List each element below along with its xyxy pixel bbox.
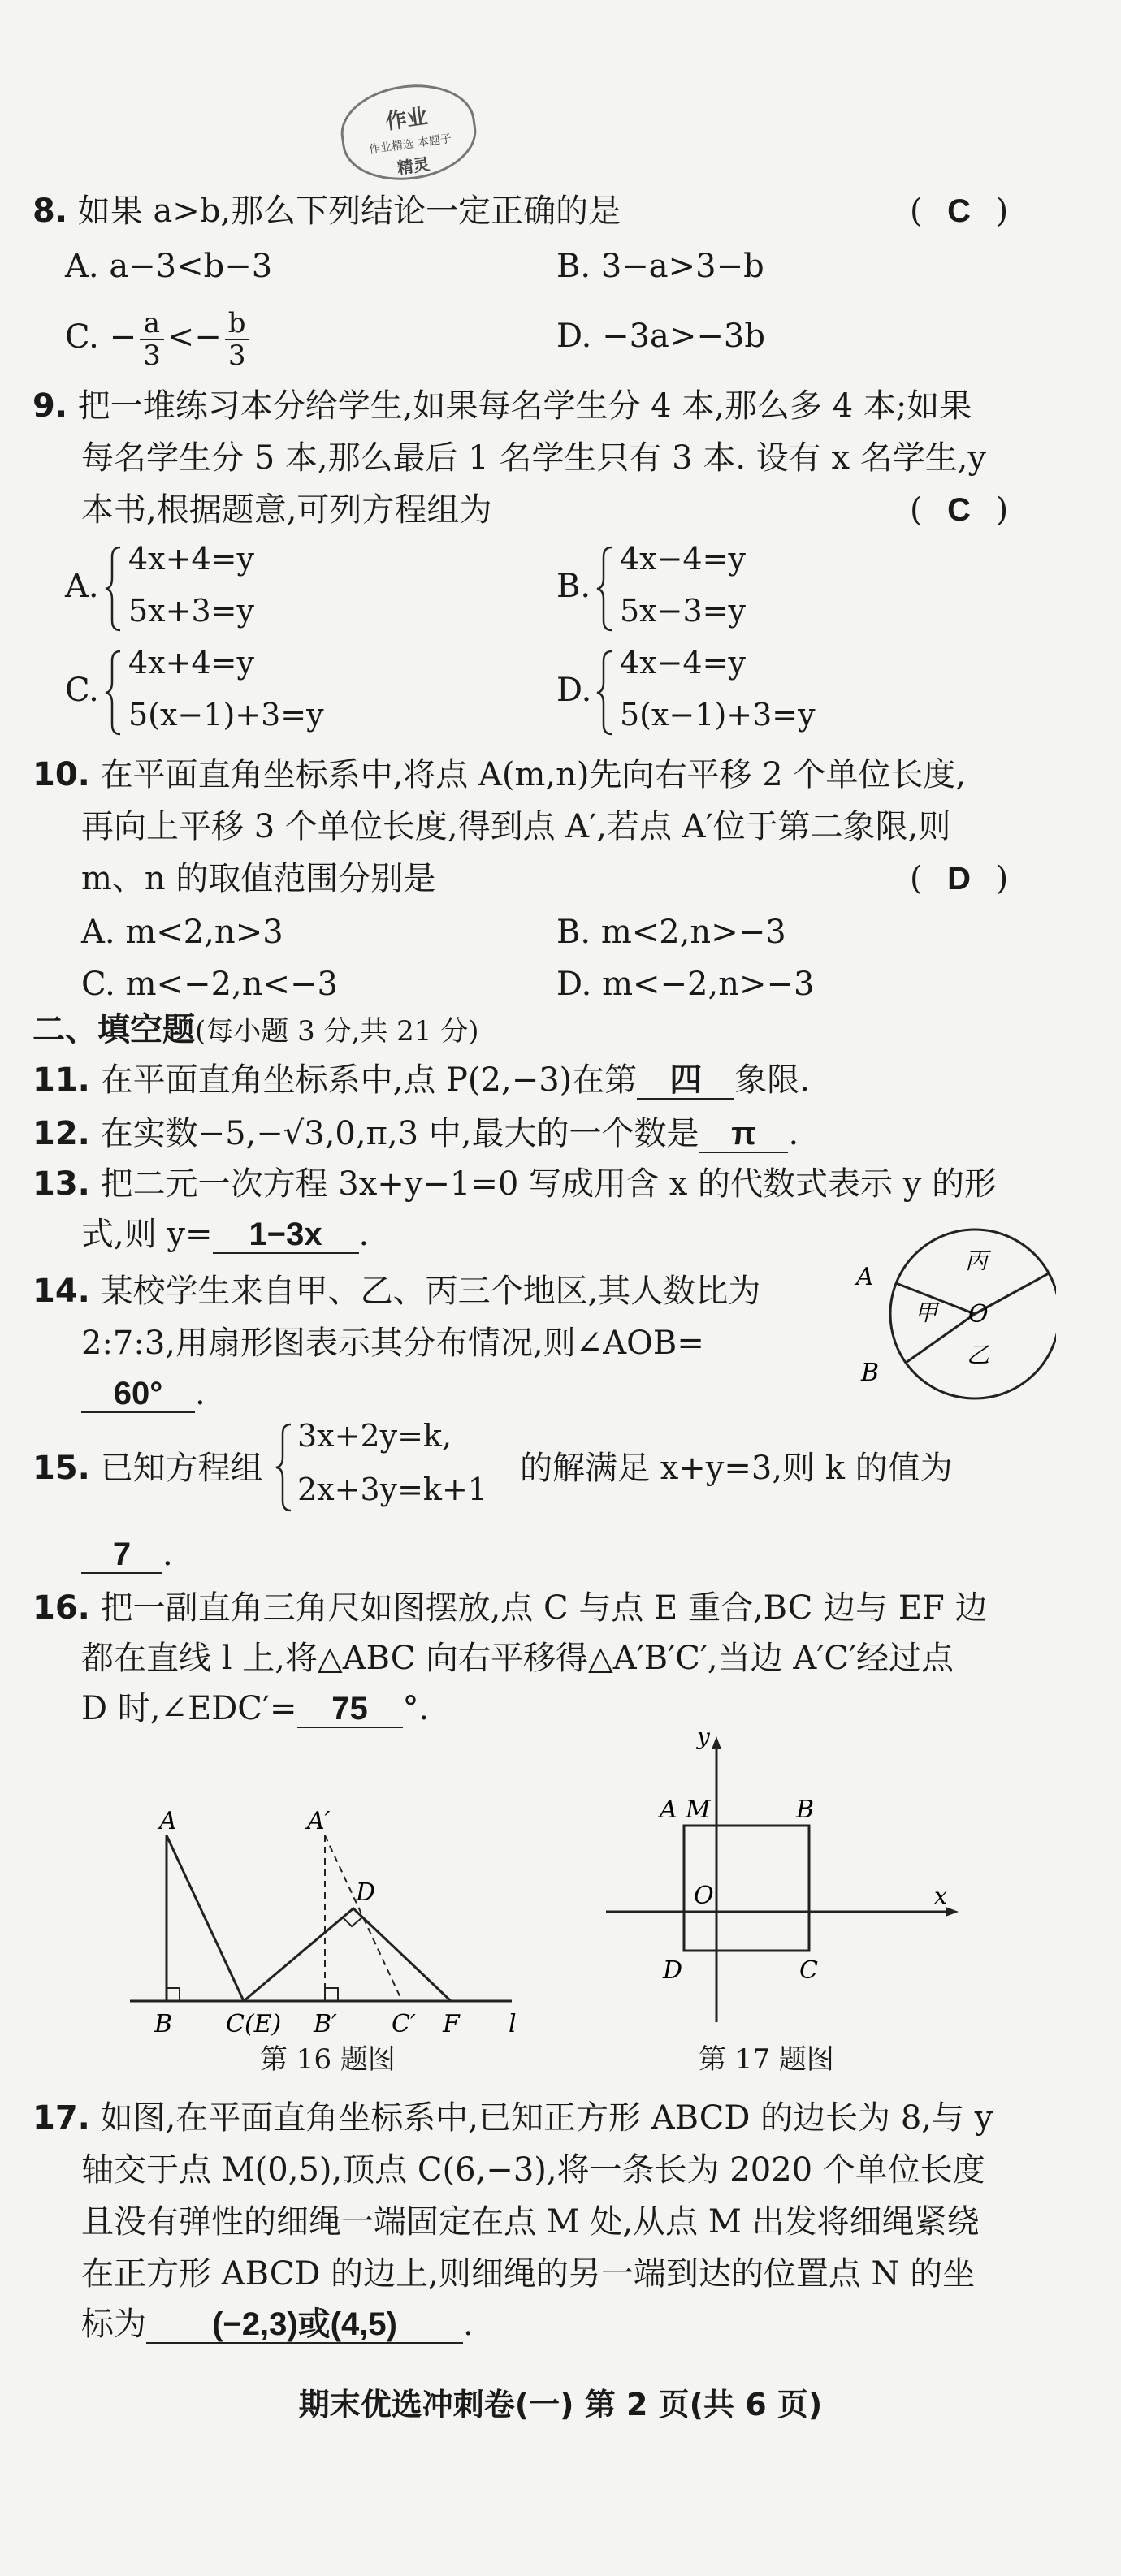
stamp-line1: 作业 (383, 104, 430, 135)
label-b-prime: B′ (314, 2010, 337, 2038)
section-2-heading (32, 1010, 478, 1051)
label-a-prime: A′ (307, 1807, 331, 1835)
question-13-line2 (81, 1215, 369, 1254)
q10-option-c: C. m<−2,n<−3 (81, 966, 338, 1003)
right-angle-b1 (325, 1988, 338, 2001)
question-text: 在实数−5,−√3,0,π,3 中,最大的一个数是 (100, 1115, 699, 1152)
question-8-answer: ( C ) (910, 192, 1009, 230)
question-17-line2: 轴交于点 M(0,5),顶点 C(6,−3),将一条长为 2020 个单位长度 (81, 2151, 985, 2189)
answer-blank: π (699, 1116, 788, 1153)
label-m: M (686, 1796, 711, 1824)
question-14-line1 (32, 1272, 760, 1311)
label-b: B (154, 2010, 173, 2038)
q9-c-eq1: 4x+4=y (128, 645, 254, 681)
answer-blank: 四 (637, 1062, 734, 1100)
figure-17-caption: 第 17 题图 (699, 2043, 834, 2076)
brace-icon (595, 650, 615, 736)
fraction-a-over-3 (140, 308, 164, 371)
answer-blank: 1−3x (213, 1217, 359, 1254)
question-15-condition: 的解满足 x+y=3,则 k 的值为 (520, 1450, 953, 1487)
label-x: x (934, 1882, 947, 1909)
label-d: D (663, 1956, 683, 1985)
q15-eq2: 2x+3y=k+1 (297, 1472, 487, 1507)
question-text: . (162, 1536, 173, 1573)
question-text: 已知方程组 (100, 1450, 263, 1487)
question-12 (32, 1114, 799, 1153)
q10-option-d: D. m<−2,n>−3 (556, 966, 815, 1003)
question-number: 9. (32, 387, 68, 425)
denominator: 3 (227, 339, 246, 372)
q9-b-eq2: 5x−3=y (620, 593, 746, 629)
question-17-line1 (32, 2098, 993, 2137)
question-text: D 时,∠EDC′= (81, 1690, 297, 1727)
question-text: . (358, 1216, 370, 1253)
stamp-line3: 精灵 (396, 153, 431, 179)
question-text: °. (402, 1690, 430, 1727)
label-d: D (356, 1878, 376, 1907)
pie-chart-figure (845, 1218, 1056, 1413)
label-b: B (796, 1796, 815, 1824)
question-16-line3 (81, 1689, 429, 1728)
question-14-line3 (81, 1374, 206, 1413)
label-o: O (694, 1882, 714, 1910)
label-c-prime: C′ (392, 2010, 416, 2038)
question-text: 在平面直角坐标系中,将点 A(m,n)先向右平移 2 个单位长度, (100, 756, 967, 793)
label-yi: 乙 (967, 1342, 990, 1368)
x-axis-arrow-icon (946, 1907, 959, 1917)
section-title: 二、填空题 (32, 1011, 195, 1048)
label-o: O (968, 1300, 989, 1329)
question-10-line3: m、n 的取值范围分别是 (81, 860, 436, 897)
stamp-line2: 作业精选 本题子 (368, 132, 452, 157)
q9-a-eq1: 4x+4=y (128, 541, 254, 577)
question-15-line1 (32, 1449, 263, 1488)
label-a: A (856, 1263, 874, 1291)
question-number: 11. (32, 1061, 90, 1099)
q9-option-c-label: C. (65, 672, 99, 709)
section-note: (每小题 3 分,共 21 分) (195, 1015, 479, 1048)
question-10-line1 (32, 755, 966, 794)
dashed-a1c1 (325, 1835, 402, 2001)
question-number: 16. (32, 1589, 90, 1627)
q9-option-a-label: A. (65, 568, 99, 605)
question-17-line3: 且没有弹性的细绳一端固定在点 M 处,从点 M 出发将细绳紧绕 (81, 2203, 980, 2241)
q8-option-d: D. −3a>−3b (556, 318, 765, 355)
label-c: C (799, 1956, 818, 1985)
question-9-line3: 本书,根据题意,可列方程组为 (81, 491, 492, 529)
brace-icon (275, 1423, 294, 1512)
question-text: 式,则 y= (81, 1216, 213, 1253)
q8-option-a: A. a−3<b−3 (65, 248, 273, 285)
label-y: y (697, 1730, 710, 1750)
question-number: 13. (32, 1165, 90, 1203)
question-15-line2 (81, 1535, 173, 1574)
fraction-b-over-3 (225, 308, 249, 371)
question-8-stem (32, 192, 621, 231)
question-number: 14. (32, 1273, 90, 1310)
question-17-line4: 在正方形 ABCD 的边上,则细绳的另一端到达的位置点 N 的坐 (81, 2255, 976, 2293)
label-b: B (861, 1359, 880, 1387)
question-number: 12. (32, 1115, 90, 1152)
question-13-line1 (32, 1165, 997, 1204)
question-11 (32, 1061, 810, 1100)
page-footer: 期末优选冲刺卷(一) 第 2 页(共 6 页) (298, 2387, 823, 2423)
answer-value: C (947, 193, 972, 229)
question-text: 象限. (734, 1061, 810, 1099)
label-jia: 甲 (915, 1299, 938, 1326)
question-16-line1 (32, 1588, 988, 1627)
q15-eq1: 3x+2y=k, (297, 1418, 452, 1454)
right-angle-b (167, 1988, 180, 2001)
question-number: 17. (32, 2099, 90, 2137)
q9-c-eq2: 5(x−1)+3=y (128, 697, 324, 733)
question-14-line2: 2:7:3,用扇形图表示其分布情况,则∠AOB= (81, 1325, 704, 1362)
right-angle-d (343, 1917, 362, 1926)
label-l: l (509, 2010, 517, 2038)
figure-17 (601, 1730, 975, 2030)
q9-d-eq2: 5(x−1)+3=y (620, 697, 816, 733)
option-text: <− (167, 318, 222, 356)
question-text: 如果 a>b,那么下列结论一定正确的是 (77, 192, 621, 230)
triangle-abc (167, 1835, 244, 2001)
brace-icon (104, 546, 123, 632)
label-c-e: C(E) (226, 2010, 282, 2038)
question-number: 10. (32, 756, 90, 793)
question-text: 在平面直角坐标系中,点 P(2,−3)在第 (100, 1061, 638, 1099)
option-text: C. − (65, 318, 137, 356)
question-17-line5 (81, 2305, 474, 2344)
numerator: a (140, 308, 164, 340)
homework-stamp (335, 76, 483, 188)
y-axis-arrow-icon (712, 1736, 721, 1749)
q8-option-c (65, 300, 253, 374)
question-9-line1 (32, 387, 972, 426)
numerator: b (225, 308, 249, 340)
answer-blank: 60° (81, 1376, 195, 1413)
question-text: . (788, 1115, 799, 1152)
denominator: 3 (143, 339, 161, 372)
question-text: 把一堆练习本分给学生,如果每名学生分 4 本,那么多 4 本;如果 (77, 387, 972, 425)
question-text: . (195, 1375, 206, 1412)
q8-option-b: B. 3−a>3−b (556, 248, 764, 285)
figure-16-caption: 第 16 题图 (260, 2043, 396, 2076)
q10-option-b: B. m<2,n>−3 (556, 914, 786, 951)
answer-value: C (947, 492, 972, 528)
figure-16 (130, 1803, 536, 2055)
question-9-answer: ( C ) (910, 491, 1009, 529)
brace-icon (104, 650, 123, 736)
question-10-answer: ( D ) (910, 860, 1009, 897)
question-text: 把二元一次方程 3x+y−1=0 写成用含 x 的代数式表示 y 的形 (100, 1165, 998, 1203)
label-bing: 丙 (965, 1247, 989, 1274)
q9-a-eq2: 5x+3=y (128, 593, 254, 629)
answer-blank: (−2,3)或(4,5) (146, 2306, 463, 2344)
question-text: 把一副直角三角尺如图摆放,点 C 与点 E 重合,BC 边与 EF 边 (100, 1589, 988, 1627)
question-16-line2: 都在直线 l 上,将△ABC 向右平移得△A′B′C′,当边 A′C′经过点 (81, 1640, 954, 1677)
question-text: 如图,在平面直角坐标系中,已知正方形 ABCD 的边长为 8,与 y (100, 2099, 993, 2137)
answer-blank: 75 (297, 1691, 403, 1728)
brace-icon (595, 546, 615, 632)
question-text: 某校学生来自甲、乙、丙三个地区,其人数比为 (100, 1273, 761, 1310)
question-text: . (463, 2306, 474, 2343)
label-f: F (443, 2010, 460, 2038)
question-number: 8. (32, 192, 68, 230)
label-a: A (660, 1796, 677, 1824)
answer-value: D (947, 861, 972, 897)
q10-option-a: A. m<2,n>3 (81, 914, 283, 951)
question-number: 15. (32, 1450, 90, 1487)
q9-option-d-label: D. (556, 672, 592, 709)
answer-blank: 7 (81, 1537, 162, 1574)
question-10-line2: 再向上平移 3 个单位长度,得到点 A′,若点 A′位于第二象限,则 (81, 808, 951, 845)
q9-d-eq1: 4x−4=y (620, 645, 746, 681)
question-text: 标为 (81, 2306, 146, 2343)
question-9-line2: 每名学生分 5 本,那么最后 1 名学生只有 3 本. 设有 x 名学生,y (81, 439, 987, 477)
label-a: A (159, 1807, 177, 1835)
q9-option-b-label: B. (556, 568, 591, 605)
q9-b-eq1: 4x−4=y (620, 541, 746, 577)
